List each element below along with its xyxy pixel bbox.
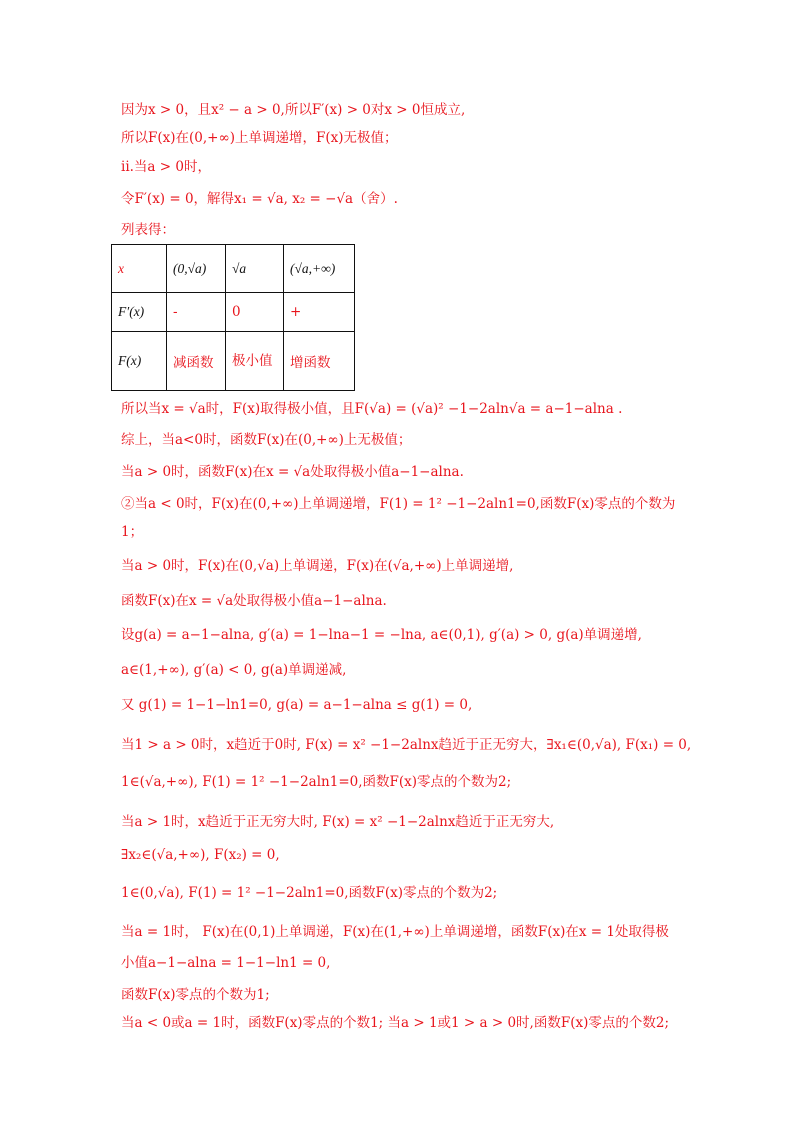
text-line-17: 1∈(√a,+∞), F(1) = 1² −1−2aln1=0,函数F(x)零点的个数为2; <box>121 774 512 790</box>
text-line-16: 当1 > a > 0时，x趋近于0时, F(x) = x² −1−2alnx趋近于正无穷大，∃x₁∈(0,√a), F(x₁) = 0, <box>121 737 692 753</box>
text-line-5: 列表得： <box>121 222 175 238</box>
table-cell: 减函数 <box>167 332 226 391</box>
text-line-8: 当a > 0时，函数F(x)在x = √a处取得极小值a−1−alna. <box>121 464 464 480</box>
table-cell: - <box>167 293 226 332</box>
text-line-14: a∈(1,+∞), g′(a) < 0, g(a)单调递减, <box>121 662 347 678</box>
text-line-21: 当a = 1时， F(x)在(0,1)上单调递，F(x)在(1,+∞)上单调递增，函数F(x)在x = 1处取得极 <box>121 924 669 940</box>
text-line-2: 所以F(x)在(0,+∞)上单调递增，F(x)无极值； <box>121 130 398 146</box>
table-row <box>112 332 355 391</box>
table-row <box>112 245 355 293</box>
table-cell: + <box>284 293 355 332</box>
text-line-3: ii.当a > 0时， <box>121 159 211 175</box>
text-line-24: 当a < 0或a = 1时，函数F(x)零点的个数1; 当a > 1或1 > a > 0时,函数F(x)零点的个数2; <box>121 1015 669 1031</box>
table-cell: x <box>112 245 167 293</box>
text-line-23: 函数F(x)零点的个数为1; <box>121 987 270 1003</box>
text-line-10: 1； <box>121 524 144 540</box>
table-cell: 0 <box>226 293 284 332</box>
text-line-20: 1∈(0,√a), F(1) = 1² −1−2aln1=0,函数F(x)零点的个数为2; <box>121 885 498 901</box>
text-line-18: 当a > 1时，x趋近于正无穷大时, F(x) = x² −1−2alnx趋近于正无穷大, <box>121 814 555 830</box>
text-line-7: 综上，当a<0时，函数F(x)在(0,+∞)上无极值； <box>121 432 412 448</box>
text-line-22: 小值a−1−alna = 1−1−ln1 = 0, <box>121 955 331 971</box>
table-cell: (0,√a) <box>167 245 226 293</box>
text-line-13: 设g(a) = a−1−alna, g′(a) = 1−lna−1 = −lna, a∈(0,1), g′(a) > 0, g(a)单调递增, <box>121 627 642 643</box>
variation-table <box>111 244 355 391</box>
text-line-12: 函数F(x)在x = √a处取得极小值a−1−alna. <box>121 593 387 609</box>
text-line-19: ∃x₂∈(√a,+∞), F(x₂) = 0, <box>121 847 280 863</box>
text-line-1: 因为x > 0，且x² − a > 0,所以F′(x) > 0对x > 0恒成立, <box>121 102 466 118</box>
text-line-11: 当a > 0时，F(x)在(0,√a)上单调递，F(x)在(√a,+∞)上单调递增, <box>121 558 514 574</box>
text-line-4: 令F′(x) = 0，解得x₁ = √a, x₂ = −√a（舍）. <box>121 191 398 207</box>
table-cell: (√a,+∞) <box>284 245 355 293</box>
text-line-15: 又 g(1) = 1−1−ln1=0, g(a) = a−1−alna ≤ g(1) = 0, <box>121 697 473 713</box>
table-row <box>112 293 355 332</box>
table-cell: 增函数 <box>284 332 355 391</box>
text-line-9: ②当a < 0时，F(x)在(0,+∞)上单调递增，F(1) = 1² −1−2aln1=0,函数F(x)零点的个数为 <box>121 496 676 512</box>
table-cell: 极小值 <box>226 332 284 391</box>
text-line-6: 所以当x = √a时，F(x)取得极小值，且F(√a) = (√a)² −1−2aln√a = a−1−alna . <box>121 401 623 417</box>
table-cell: √a <box>226 245 284 293</box>
table-cell: F′(x) <box>112 293 167 332</box>
table-cell: F(x) <box>112 332 167 391</box>
